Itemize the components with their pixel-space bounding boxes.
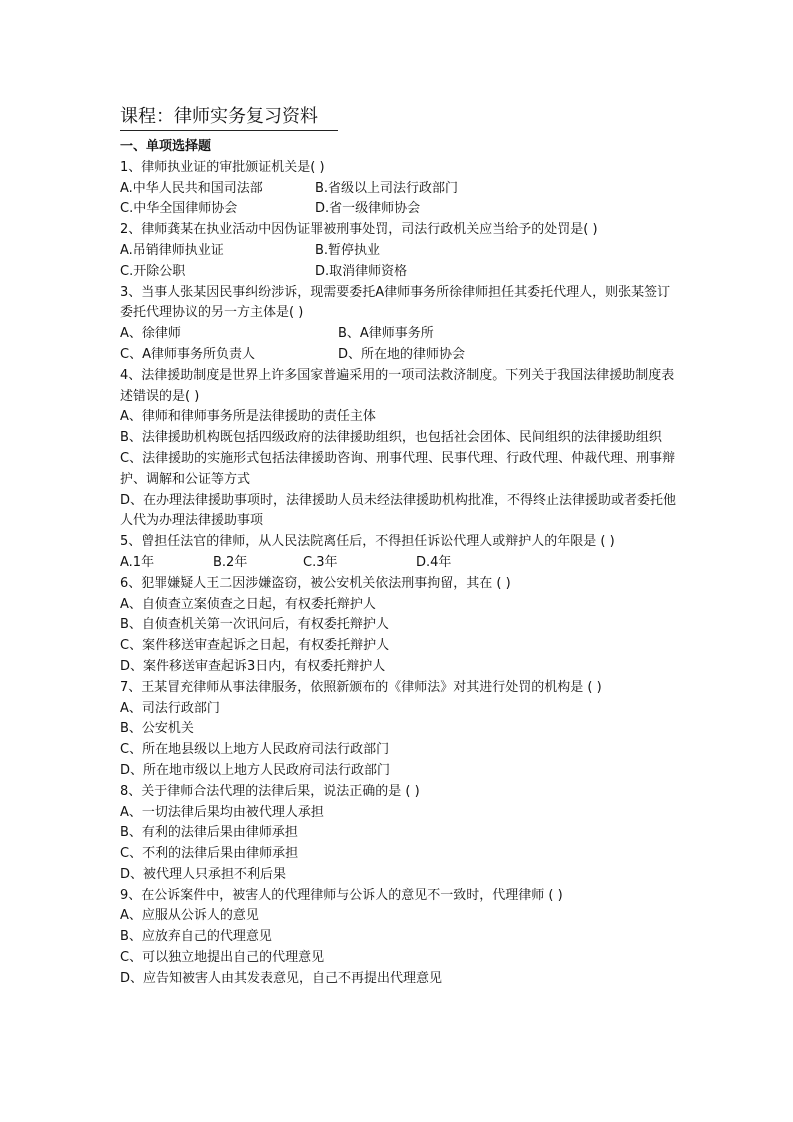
- option-c: C、可以独立地提出自己的代理意见: [120, 950, 325, 966]
- option-d: D、应告知被害人由其发表意见，自己不再提出代理意见: [120, 970, 443, 986]
- document-title: 课程：律师实务复习资料: [120, 104, 338, 131]
- option-b: B.省级以上司法行政部门: [315, 180, 459, 196]
- option-a: A、应服从公诉人的意见: [120, 908, 259, 924]
- question-text: 6、犯罪嫌疑人王二因涉嫌盗窃，被公安机关依法刑事拘留，其在 ( ): [120, 575, 511, 591]
- option-b: B、有利的法律后果由律师承担: [120, 825, 298, 841]
- question-3: [120, 283, 680, 366]
- option-a: A、司法行政部门: [120, 700, 220, 716]
- question-text: 9、在公诉案件中，被害人的代理律师与公诉人的意见不一致时，代理律师 ( ): [120, 887, 563, 903]
- question-text: 4、法律援助制度是世界上许多国家普遍采用的一项司法救济制度。下列关于我国法律援助制度表述错误的是( ): [120, 367, 675, 404]
- option-c: C.3年: [303, 554, 338, 570]
- option-c: C、A律师事务所负责人: [120, 346, 255, 362]
- option-c: C、所在地县级以上地方人民政府司法行政部门: [120, 742, 390, 758]
- option-d: D、所在地市级以上地方人民政府司法行政部门: [120, 762, 391, 778]
- option-a: A.中华人民共和国司法部: [120, 180, 263, 196]
- option-b: B、自侦查机关第一次讯问后，有权委托辩护人: [120, 617, 389, 633]
- option-d: D.4年: [416, 554, 452, 570]
- question-text: 1、律师执业证的审批颁证机关是( ): [120, 159, 325, 175]
- option-d: D.省一级律师协会: [315, 201, 421, 217]
- option-b: B、A律师事务所: [338, 326, 434, 342]
- question-1: [120, 158, 680, 220]
- option-b: B、公安机关: [120, 721, 194, 737]
- option-d: D、案件移送审查起诉3日内，有权委托辩护人: [120, 658, 386, 674]
- option-a: A、律师和律师事务所是法律援助的责任主体: [120, 409, 376, 425]
- option-c: C、法律援助的实施形式包括法律援助咨询、刑事代理、民事代理、行政代理、仲裁代理、刑事辩护、调解和公证等方式: [120, 450, 676, 487]
- option-a: A、自侦查立案侦查之日起，有权委托辩护人: [120, 596, 376, 612]
- option-d: D、在办理法律援助事项时，法律援助人员未经法律援助机构批准，不得终止法律援助或者委托他人代为办理法律援助事项: [120, 492, 677, 529]
- option-c: C.开除公职: [120, 263, 186, 279]
- question-9: [120, 886, 680, 990]
- option-c: C.中华全国律师协会: [120, 201, 238, 217]
- question-text: 8、关于律师合法代理的法律后果，说法正确的是 ( ): [120, 783, 420, 799]
- question-8: [120, 782, 680, 886]
- option-b: B、应放弃自己的代理意见: [120, 929, 272, 945]
- option-a: A、徐律师: [120, 326, 181, 342]
- option-d: D、所在地的律师协会: [338, 346, 466, 362]
- question-list: [120, 137, 680, 990]
- option-c: C、不利的法律后果由律师承担: [120, 846, 299, 862]
- option-b: B、法律援助机构既包括四级政府的法律援助组织，也包括社会团体、民间组织的法律援助组织: [120, 430, 662, 446]
- option-b: B.暂停执业: [315, 242, 381, 258]
- question-text: 7、王某冒充律师从事法律服务，依照新颁布的《律师法》对其进行处罚的机构是 ( ): [120, 679, 602, 695]
- option-d: D、被代理人只承担不利后果: [120, 866, 287, 882]
- question-2: [120, 220, 680, 282]
- option-a: A、一切法律后果均由被代理人承担: [120, 804, 324, 820]
- option-b: B.2年: [213, 554, 248, 570]
- question-text: 3、当事人张某因民事纠纷涉诉，现需要委托A律师事务所徐律师担任其委托代理人，则张某签订委托代理协议的另一方主体是( ): [120, 284, 671, 321]
- question-text: 5、曾担任法官的律师，从人民法院离任后，不得担任诉讼代理人或辩护人的年限是 ( ): [120, 534, 615, 550]
- question-4: [120, 366, 680, 532]
- question-5: [120, 532, 680, 574]
- question-6: [120, 574, 680, 678]
- option-a: A.吊销律师执业证: [120, 242, 224, 258]
- section-heading: 一、单项选择题: [120, 139, 212, 154]
- option-c: C、案件移送审查起诉之日起，有权委托辩护人: [120, 638, 390, 654]
- question-7: [120, 678, 680, 782]
- option-d: D.取消律师资格: [315, 263, 408, 279]
- question-text: 2、律师龚某在执业活动中因伪证罪被刑事处罚，司法行政机关应当给予的处罚是( ): [120, 222, 598, 238]
- option-a: A.1年: [120, 554, 155, 570]
